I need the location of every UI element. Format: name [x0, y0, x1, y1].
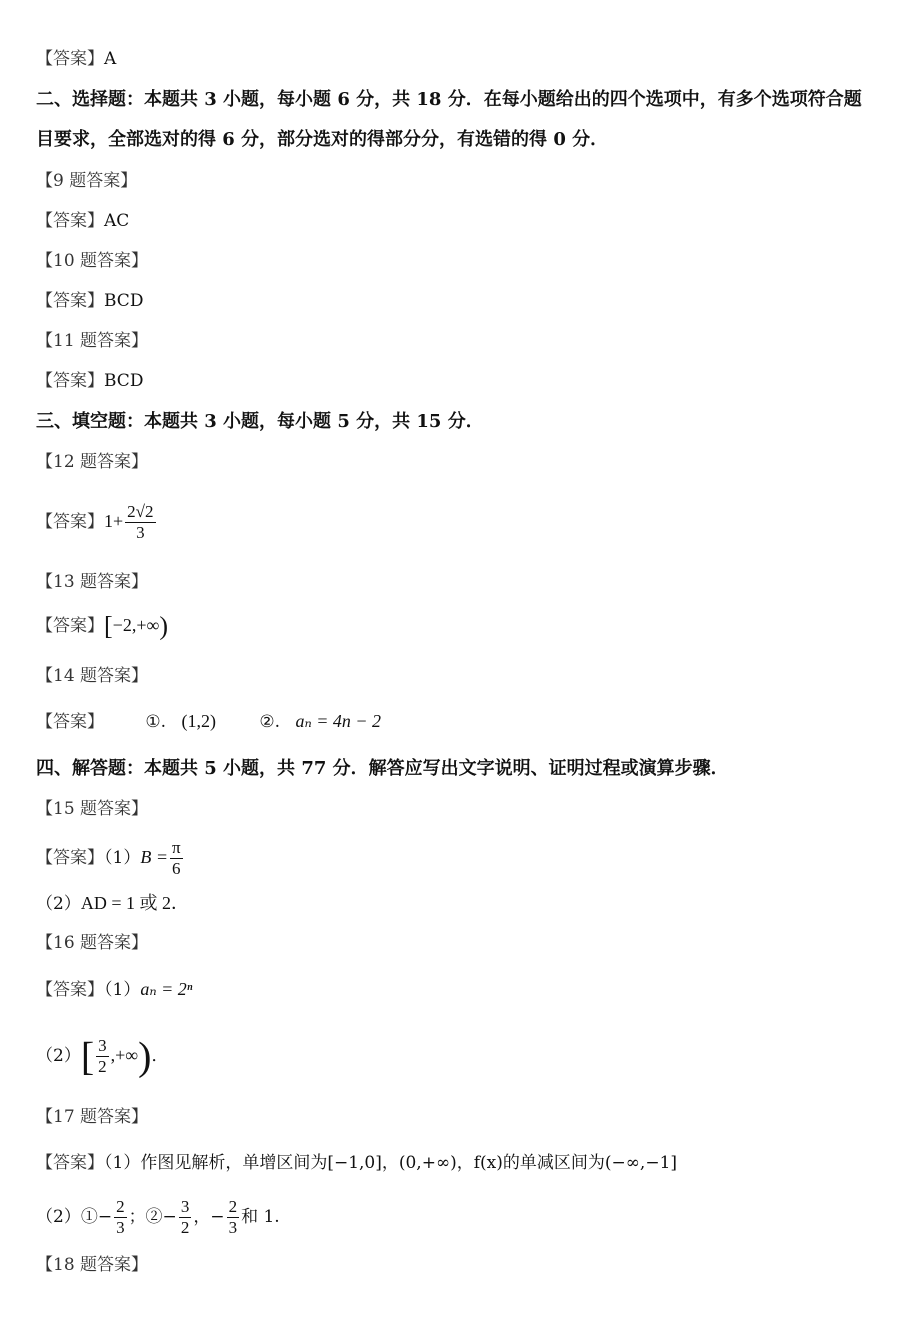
answer-14: 【答案】 ①. (1,2) ②. aₙ = 4n − 2 — [36, 711, 382, 732]
answer-17-part2: （2）①− $\frac{2}{3}$ ；②− $\frac{3}{2}$ ，− $\frac{2}{3}$ 和 1. — [36, 1197, 280, 1237]
fraction: $\frac{3}{2}$ — [98, 1036, 107, 1076]
q16-label: 【16 题答案】 — [36, 933, 149, 953]
answer-8: 【答案】A — [36, 49, 117, 69]
answer-17-part1: 【答案】（1）作图见解析，单增区间为[−1,0]，(0,+∞)，f(x)的单减区间为(−∞,−1] — [36, 1153, 678, 1173]
q9-label: 【9 题答案】 — [36, 171, 138, 191]
q14-label: 【14 题答案】 — [36, 666, 149, 686]
answer-12: 【答案】1+ $\frac{2√2}{3}$ — [36, 502, 154, 542]
fraction: $\frac{\pi}{6}$ — [171, 838, 181, 878]
q12-label: 【12 题答案】 — [36, 452, 149, 472]
q13-label: 【13 题答案】 — [36, 572, 149, 592]
answer-9: 【答案】AC — [36, 211, 130, 231]
answer-16-part1: 【答案】（1）aₙ = 2ⁿ — [36, 979, 193, 1000]
q17-label: 【17 题答案】 — [36, 1107, 149, 1127]
section-2-heading: 二、选择题：本题共 3 小题，每小题 6 分，共 18 分．在每小题给出的四个选项中，有多个选项符合题目要求，全部选对的得 6 分，部分选对的得部分分，有选错的得 0 分． — [36, 89, 862, 150]
answer-15-part2: （2）AD = 1 或 2． — [36, 893, 189, 914]
q18-label: 【18 题答案】 — [36, 1255, 149, 1275]
section-4-heading: 四、解答题：本题共 5 小题，共 77 分．解答应写出文字说明、证明过程或演算步骤． — [36, 758, 729, 779]
q10-label: 【10 题答案】 — [36, 251, 149, 271]
answer-15-part1: 【答案】（1）B = $\frac{\pi}{6}$ — [36, 838, 181, 878]
answer-16-part2: （2）[ $\frac{3}{2}$ ,+∞)． — [36, 1033, 169, 1079]
answer-13: 【答案】[−2,+∞) — [36, 611, 168, 641]
answer-10: 【答案】BCD — [36, 291, 144, 311]
answer-11: 【答案】BCD — [36, 371, 144, 391]
fraction: $\frac{2√2}{3}$ — [127, 502, 154, 542]
q15-label: 【15 题答案】 — [36, 799, 149, 819]
fraction: $\frac{3}{2}$ — [180, 1197, 190, 1237]
fraction: $\frac{2}{3}$ — [116, 1197, 125, 1237]
fraction: $\frac{2}{3}$ — [228, 1197, 238, 1237]
q11-label: 【11 题答案】 — [36, 331, 149, 351]
section-3-heading: 三、填空题：本题共 3 小题，每小题 5 分，共 15 分． — [36, 411, 484, 432]
